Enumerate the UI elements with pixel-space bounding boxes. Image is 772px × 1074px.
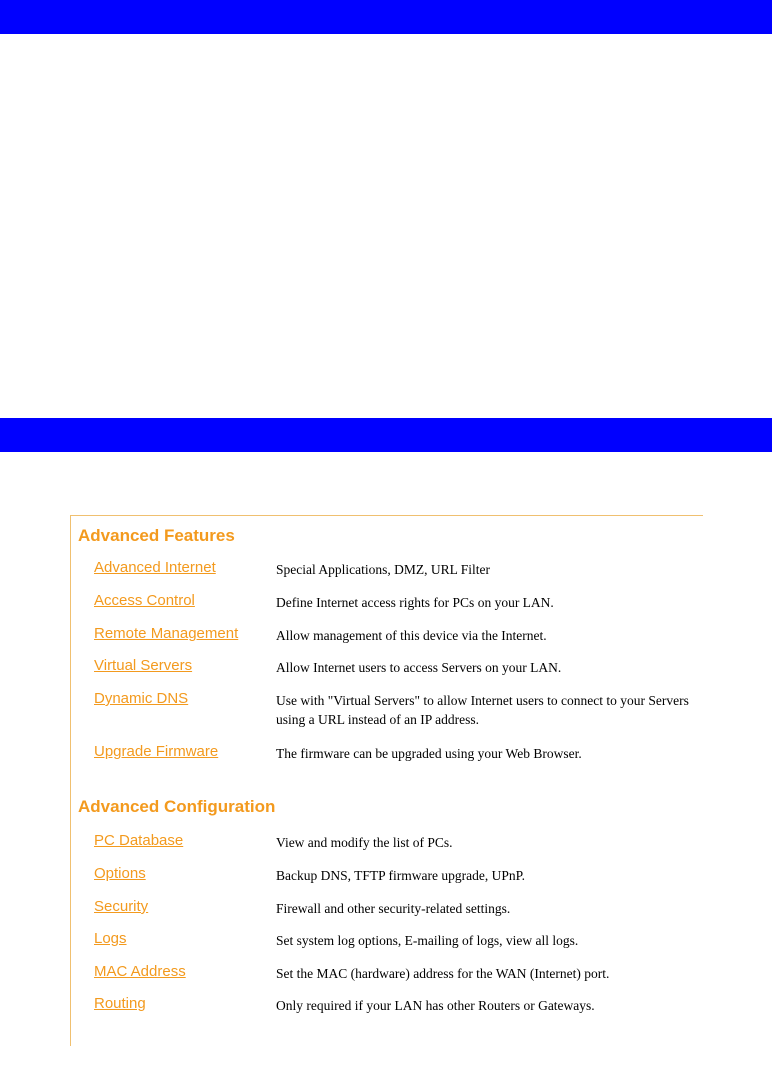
item-description: Only required if your LAN has other Routers or Gateways. [276, 998, 595, 1013]
item-description: Backup DNS, TFTP firmware upgrade, UPnP. [276, 868, 525, 883]
link-upgrade-firmware[interactable]: Upgrade Firmware [94, 743, 219, 760]
link-mac-address[interactable]: MAC Address [94, 963, 186, 980]
section-title-advanced-features: Advanced Features [78, 526, 235, 545]
link-remote-management[interactable]: Remote Management [94, 625, 239, 642]
item-description: The firmware can be upgraded using your Web Browser. [276, 746, 582, 761]
section-title-advanced-configuration: Advanced Configuration [78, 797, 276, 816]
advanced-panel [70, 515, 703, 1046]
item-description: Allow management of this device via the Internet. [276, 628, 547, 643]
link-routing[interactable]: Routing [94, 995, 146, 1012]
item-description: View and modify the list of PCs. [276, 835, 453, 850]
link-dynamic-dns[interactable]: Dynamic DNS [94, 690, 189, 707]
item-description: Define Internet access rights for PCs on your LAN. [276, 595, 554, 610]
item-description: Special Applications, DMZ, URL Filter [276, 562, 490, 577]
item-description: Set the MAC (hardware) address for the WAN (Internet) port. [276, 966, 610, 981]
item-description: Set system log options, E-mailing of logs, view all logs. [276, 933, 579, 948]
header-bar-middle [0, 418, 772, 452]
link-access-control[interactable]: Access Control [94, 592, 195, 609]
link-security[interactable]: Security [94, 898, 149, 915]
link-virtual-servers[interactable]: Virtual Servers [94, 657, 193, 674]
item-description: Firewall and other security-related settings. [276, 901, 511, 916]
item-description: Use with "Virtual Servers" to allow Internet users to connect to your Servers using a URL instead of an IP address. [276, 693, 689, 727]
link-options[interactable]: Options [94, 865, 146, 882]
link-pc-database[interactable]: PC Database [94, 832, 184, 849]
link-advanced-internet[interactable]: Advanced Internet [94, 559, 216, 576]
item-description: Allow Internet users to access Servers on your LAN. [276, 660, 562, 675]
link-logs[interactable]: Logs [94, 930, 127, 947]
header-bar-top [0, 0, 772, 34]
